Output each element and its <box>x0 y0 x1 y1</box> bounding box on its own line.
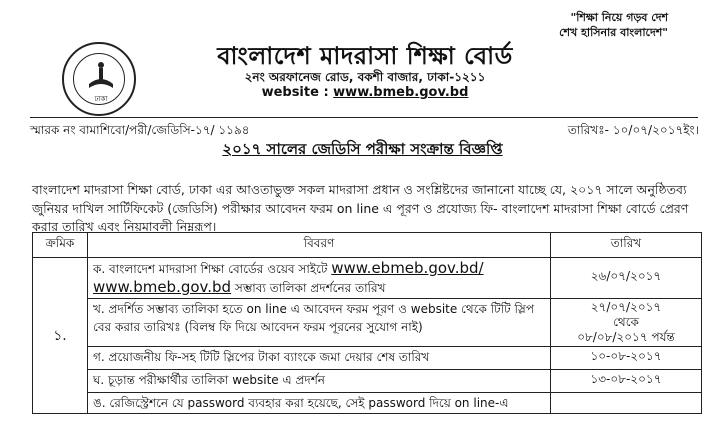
ebmeb-link[interactable]: www.ebmeb.gov.bd/ <box>331 259 484 277</box>
row-date: ২৬/০৭/২০১৭ <box>551 258 702 299</box>
table-row <box>33 258 702 299</box>
header-serial: ক্রমিক <box>33 233 88 258</box>
schedule-table <box>32 232 702 414</box>
row-description: খ. প্রদর্শিত সম্ভাব্য তালিকা হতে on line এ আবেদন ফরম পূরণ ও website থেকে টিটি স্লিপ বের করার তারিখঃ (বিলম্ব ফি দিয়ে আবেদন ফরম পূরনের সুযোগ নাই) <box>88 299 551 347</box>
website-link[interactable]: www.bmeb.gov.bd <box>333 85 469 100</box>
table-row <box>33 370 702 393</box>
date-range-separator: থেকে <box>613 315 639 329</box>
memo-date: তারিখঃ- ১০/০৭/২০১৭ইং। <box>567 123 699 137</box>
table-row <box>33 299 702 347</box>
serial-cell: ১. <box>33 258 88 414</box>
row-date-range <box>551 299 702 347</box>
row-description: গ. প্রয়োজনীয় ফি-সহ টিটি স্লিপের টাকা ব্যাংকে জমা দেয়ার শেষ তারিখ <box>88 347 551 370</box>
table-row <box>33 393 702 414</box>
table-row <box>33 347 702 370</box>
notice-subject: ২০১৭ সালের জেডিসি পরীক্ষা সংক্রান্ত বিজ্ঞপ্তি <box>222 140 503 158</box>
date-range-start: ২৭/০৭/২০১৭ <box>590 300 662 314</box>
bmeb-link[interactable]: www.bmeb.gov.bd <box>93 278 232 296</box>
website-line <box>200 85 530 100</box>
row-description: ঘ. চূড়ান্ত পরীক্ষার্থীর তালিকা website এ প্রদর্শন <box>88 370 551 393</box>
date-range-end: ০৮/০৮/২০১৭ পর্যন্ত <box>577 330 675 344</box>
row-date: ১০-০৮-২০১৭ <box>551 347 702 370</box>
board-logo <box>62 42 136 116</box>
table-header-row <box>33 233 702 258</box>
intro-paragraph: বাংলাদেশ মাদরাসা শিক্ষা বোর্ড, ঢাকা এর আওতাভুক্ত সকল মাদরাসা প্রধান ও সংশ্লিষ্টদের জানানো যাচ্ছে যে, ২০১৭ সালে অনুষ্ঠিতব্য জুনিয়র দাখিল সার্টিফিকেট (জেডিসি) পরীক্ষার আবেদন ফরম on line এ পূরণ ও প্রযোজ্য ফি- বাংলাদেশ মাদরাসা শিক্ষা বোর্ডে প্রেরণ করার তারিখ এবং নিয়মাবলী নিম্নরূপ। <box>32 182 689 234</box>
row-description: ঙ. রেজিস্ট্রেশনে যে password ব্যবহার করা হয়েছে, সেই password দিয়ে on line-এ <box>88 393 551 414</box>
organization-address: ২নং অরফানেজ রোড, বকশী বাজার, ঢাকা-১২১১ <box>244 70 486 84</box>
row-text-suffix: সম্ভাব্য তালিকা প্রদর্শনের তারিখ <box>231 281 386 295</box>
slogan-line-2: শেখ হাসিনার বাংলাদেশ" <box>559 26 668 39</box>
logo-caption: ঢাকা <box>94 95 108 103</box>
row-date: ১৩-০৮-২০১৭ <box>551 370 702 393</box>
header-date: তারিখ <box>551 233 702 258</box>
row-date <box>551 393 702 414</box>
website-label: website : <box>261 85 334 100</box>
row-text: ক. বাংলাদেশ মাদরাসা শিক্ষা বোর্ডের ওয়েব সাইটে <box>93 262 332 276</box>
memo-reference: স্মারক নং বামাশিবো/পরী/জেডিসি-১৭/ ১১৯৪ <box>30 123 250 137</box>
slogan <box>559 10 668 40</box>
header-divider <box>30 117 698 118</box>
organization-title: বাংলাদেশ মাদরাসা শিক্ষা বোর্ড <box>217 42 513 70</box>
row-description <box>88 258 551 299</box>
slogan-line-1: "শিক্ষা নিয়ে গড়ব দেশ <box>570 11 668 24</box>
logo-emblem-icon <box>64 44 138 118</box>
header-description: বিবরণ <box>88 233 551 258</box>
